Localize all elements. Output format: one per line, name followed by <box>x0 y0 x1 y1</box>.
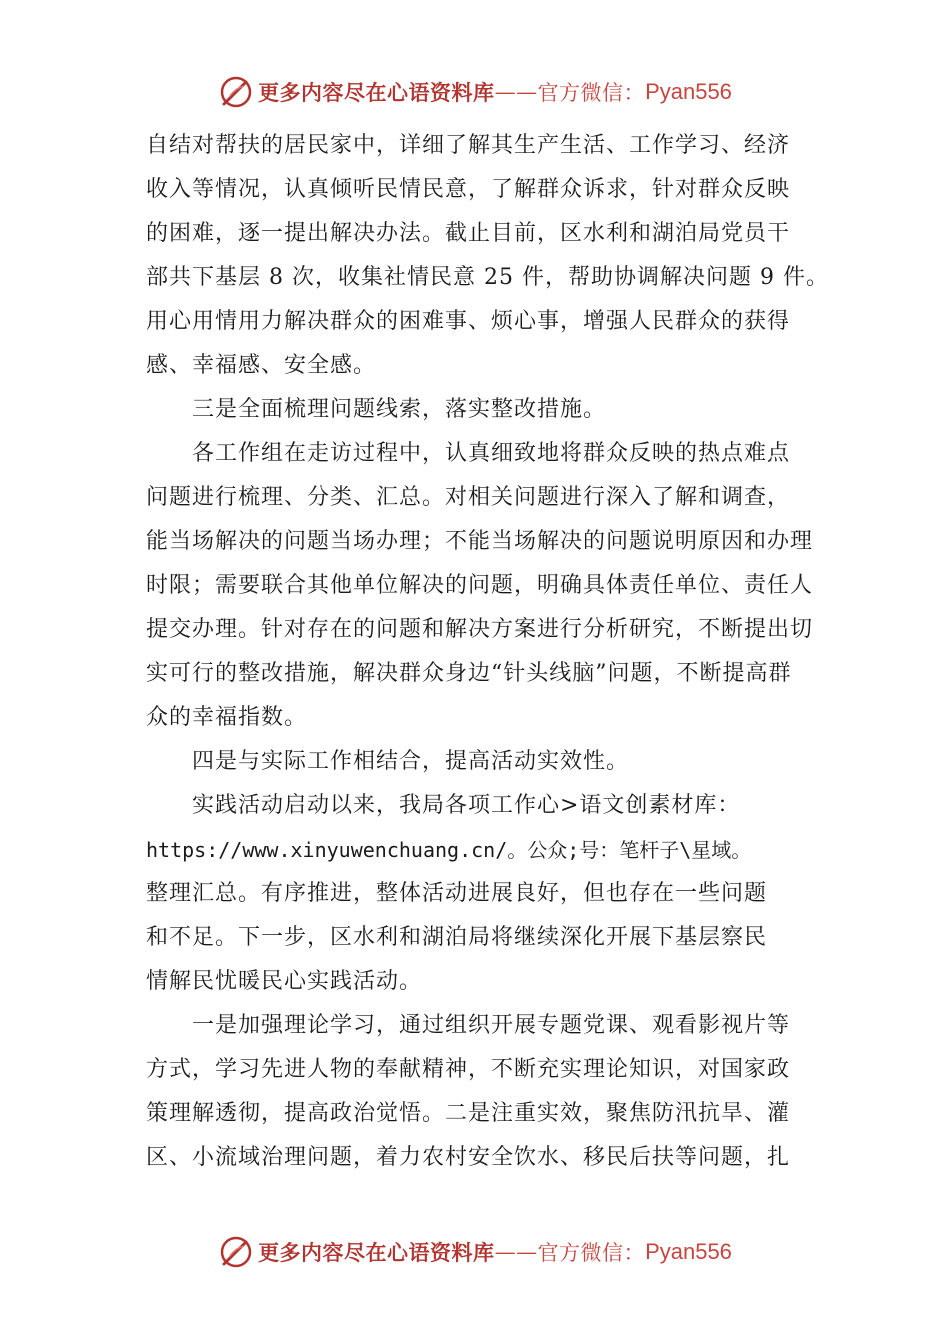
text-line: 感、幸福感、安全感。 <box>146 353 377 378</box>
banner-wechat-label: 官方微信： <box>537 1241 646 1265</box>
text-line: 问题进行梳理、分类、汇总。对相关问题进行深入了解和调查， <box>146 485 791 510</box>
banner-separator: —— <box>494 80 538 104</box>
text-line: 整理汇总。有序推进，整体活动进展良好，但也存在一些问题 <box>146 881 768 906</box>
text-line: 收入等情况，认真倾听民情民意，了解群众诉求，针对群众反映 <box>146 177 791 202</box>
text-line: 一是加强理论学习，通过组织开展专题党课、观看影视片等 <box>192 1013 791 1038</box>
banner-wechat-id: Pyan556 <box>645 1239 732 1264</box>
text-line: 时限；需要联合其他单位解决的问题，明确具体责任单位、责任人 <box>146 573 814 598</box>
banner-wechat-label: 官方微信： <box>537 81 646 105</box>
text-line: 的困难，逐一提出解决办法。截止目前，区水利和湖泊局党员干 <box>146 221 791 246</box>
banner-brand: 更多内容尽在心语资料库 <box>258 80 495 105</box>
text-line: 实践活动启动以来，我局各项工作心>语文创素材库： <box>192 793 741 818</box>
banner-separator: —— <box>494 1240 538 1264</box>
pen-logo-icon <box>218 74 254 110</box>
text-line: 实可行的整改措施，解决群众身边“针头线脑”问题，不断提高群 <box>146 661 792 686</box>
text-line: 自结对帮扶的居民家中，详细了解其生产生活、工作学习、经济 <box>146 133 791 158</box>
text-line: 区、小流域治理问题，着力农村安全饮水、移民后扶等问题，扎 <box>146 1145 791 1170</box>
text-line: 情解民忧暖民心实践活动。 <box>146 969 423 994</box>
text-line: 策理解透彻，提高政治觉悟。二是注重实效，聚焦防汛抗旱、灌 <box>146 1101 791 1126</box>
text-line: 众的幸福指数。 <box>146 705 308 730</box>
pen-logo-icon <box>218 1234 254 1270</box>
text-line: 能当场解决的问题当场办理；不能当场解决的问题说明原因和办理 <box>146 529 814 554</box>
text-line: 各工作组在走访过程中，认真细致地将群众反映的热点难点 <box>192 441 791 466</box>
text-line: 三是全面梳理问题线索，落实整改措施。 <box>192 397 607 422</box>
banner-brand: 更多内容尽在心语资料库 <box>258 1240 495 1265</box>
text-line: 部共下基层 8 次，收集社情民意 25 件，帮助协调解决问题 9 件。 <box>146 265 829 290</box>
text-line: 提交办理。针对存在的问题和解决方案进行分析研究，不断提出切 <box>146 617 814 642</box>
document-body <box>146 124 836 1180</box>
text-line: 和不足。下一步，区水利和湖泊局将继续深化开展下基层察民 <box>146 925 768 950</box>
header-banner <box>0 70 950 114</box>
text-line: 四是与实际工作相结合，提高活动实效性。 <box>192 749 630 774</box>
text-line: 用心用情用力解决群众的困难事、烦心事，增强人民群众的获得 <box>146 309 791 334</box>
footer-banner <box>0 1230 950 1274</box>
banner-wechat-id: Pyan556 <box>645 79 732 104</box>
text-line: 方式，学习先进人物的奉献精神，不断充实理论知识，对国家政 <box>146 1057 791 1082</box>
text-line: https://www.xinyuwenchuang.cn/。公众;号：笔杆子\星域。 <box>146 838 752 862</box>
